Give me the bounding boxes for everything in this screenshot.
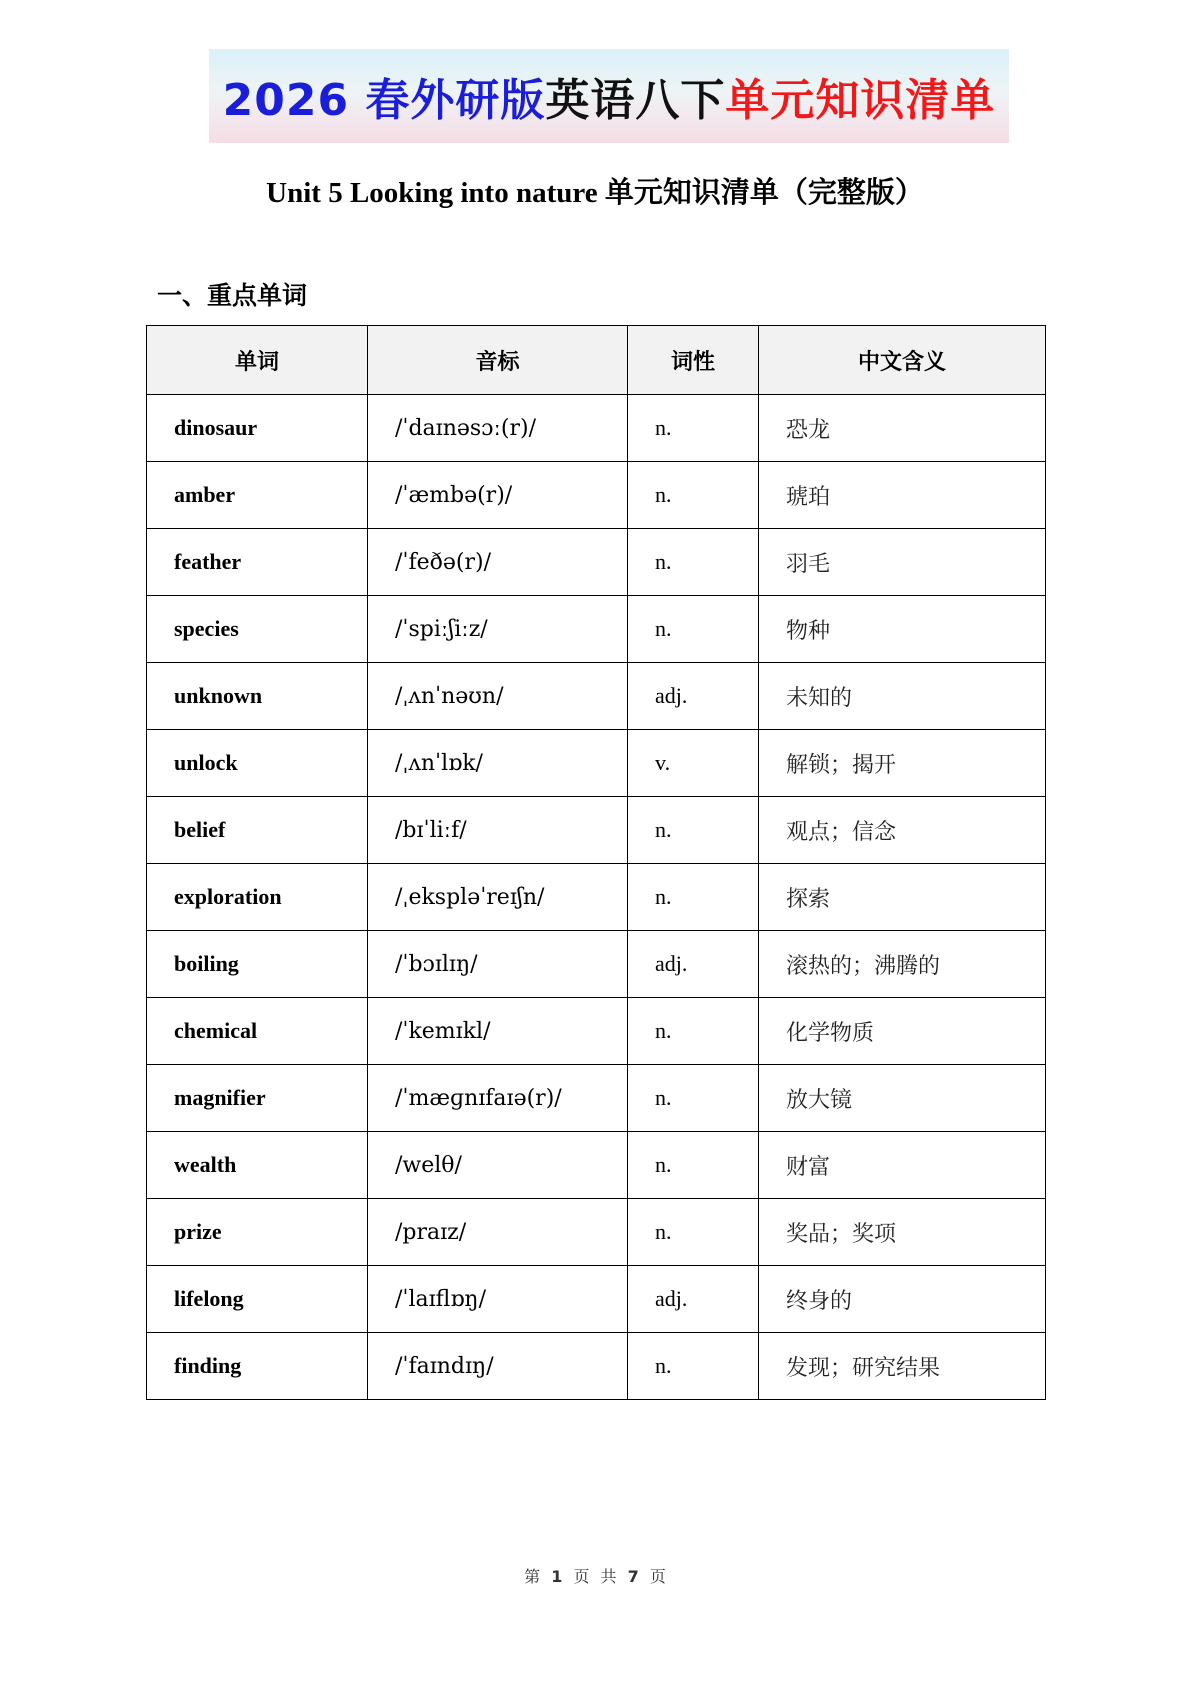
meaning-cell: 未知的 — [759, 663, 1046, 730]
meaning-cell: 滚热的；沸腾的 — [759, 931, 1046, 998]
banner-text-red: 单元知识清单 — [725, 75, 996, 126]
footer-suffix: 页 — [649, 1567, 666, 1586]
meaning-cell: 化学物质 — [759, 998, 1046, 1065]
word-cell: unknown — [147, 663, 368, 730]
header-meaning: 中文含义 — [759, 326, 1046, 395]
pos-cell: n. — [628, 395, 759, 462]
table-row — [147, 730, 1046, 797]
phonetic-cell: /ˈbɔɪlɪŋ/ — [368, 931, 628, 998]
page-footer — [0, 1564, 1190, 1587]
table-row — [147, 663, 1046, 730]
word-cell: prize — [147, 1199, 368, 1266]
meaning-cell: 物种 — [759, 596, 1046, 663]
banner-text — [223, 64, 996, 128]
table-row — [147, 1199, 1046, 1266]
word-cell: exploration — [147, 864, 368, 931]
phonetic-cell: /ˈmæɡnɪfaɪə(r)/ — [368, 1065, 628, 1132]
meaning-cell: 奖品；奖项 — [759, 1199, 1046, 1266]
pos-cell: n. — [628, 797, 759, 864]
pos-cell: n. — [628, 1065, 759, 1132]
section-heading: 一、重点单词 — [157, 281, 308, 310]
phonetic-cell: /bɪˈliːf/ — [368, 797, 628, 864]
meaning-cell: 放大镜 — [759, 1065, 1046, 1132]
word-cell: belief — [147, 797, 368, 864]
pos-cell: n. — [628, 596, 759, 663]
table-row — [147, 529, 1046, 596]
word-cell: dinosaur — [147, 395, 368, 462]
phonetic-cell: /ˈdaɪnəsɔː(r)/ — [368, 395, 628, 462]
word-cell: species — [147, 596, 368, 663]
meaning-cell: 终身的 — [759, 1266, 1046, 1333]
title-banner — [209, 49, 1009, 143]
pos-cell: adj. — [628, 663, 759, 730]
table-row — [147, 931, 1046, 998]
word-cell: feather — [147, 529, 368, 596]
table-row — [147, 395, 1046, 462]
pos-cell: v. — [628, 730, 759, 797]
word-cell: wealth — [147, 1132, 368, 1199]
table-row — [147, 462, 1046, 529]
word-cell: boiling — [147, 931, 368, 998]
header-word: 单词 — [147, 326, 368, 395]
table-row — [147, 998, 1046, 1065]
word-cell: magnifier — [147, 1065, 368, 1132]
meaning-cell: 财富 — [759, 1132, 1046, 1199]
pos-cell: n. — [628, 998, 759, 1065]
footer-middle: 页 共 — [573, 1567, 617, 1586]
pos-cell: adj. — [628, 1266, 759, 1333]
vocabulary-table — [146, 325, 1046, 1400]
phonetic-cell: /ˈspiːʃiːz/ — [368, 596, 628, 663]
table-header-row — [147, 326, 1046, 395]
pos-cell: n. — [628, 1199, 759, 1266]
header-phonetic: 音标 — [368, 326, 628, 395]
phonetic-cell: /praɪz/ — [368, 1199, 628, 1266]
phonetic-cell: /ˈfaɪndɪŋ/ — [368, 1333, 628, 1400]
meaning-cell: 解锁；揭开 — [759, 730, 1046, 797]
phonetic-cell: /ˈæmbə(r)/ — [368, 462, 628, 529]
phonetic-cell: /ˈkemɪkl/ — [368, 998, 628, 1065]
meaning-cell: 羽毛 — [759, 529, 1046, 596]
phonetic-cell: /ˈfeðə(r)/ — [368, 529, 628, 596]
pos-cell: n. — [628, 864, 759, 931]
table-row — [147, 1266, 1046, 1333]
phonetic-cell: /ˈlaɪflɒŋ/ — [368, 1266, 628, 1333]
phonetic-cell: /ˌekspləˈreɪʃn/ — [368, 864, 628, 931]
meaning-cell: 观点；信念 — [759, 797, 1046, 864]
meaning-cell: 恐龙 — [759, 395, 1046, 462]
word-cell: unlock — [147, 730, 368, 797]
pos-cell: adj. — [628, 931, 759, 998]
phonetic-cell: /welθ/ — [368, 1132, 628, 1199]
table-row — [147, 1065, 1046, 1132]
phonetic-cell: /ˌʌnˈnəʊn/ — [368, 663, 628, 730]
banner-text-black: 英语八下 — [545, 75, 726, 126]
footer-total-pages: 7 — [627, 1567, 639, 1586]
footer-page-number: 1 — [551, 1567, 563, 1586]
phonetic-cell: /ˌʌnˈlɒk/ — [368, 730, 628, 797]
word-cell: finding — [147, 1333, 368, 1400]
meaning-cell: 发现；研究结果 — [759, 1333, 1046, 1400]
pos-cell: n. — [628, 462, 759, 529]
word-cell: chemical — [147, 998, 368, 1065]
document-title: Unit 5 Looking into nature 单元知识清单（完整版） — [266, 177, 924, 209]
meaning-cell: 探索 — [759, 864, 1046, 931]
table-row — [147, 596, 1046, 663]
pos-cell: n. — [628, 529, 759, 596]
footer-prefix: 第 — [524, 1567, 541, 1586]
table-row — [147, 797, 1046, 864]
table-row — [147, 864, 1046, 931]
banner-text-blue: 2026 春外研版 — [222, 75, 546, 126]
table-row — [147, 1333, 1046, 1400]
meaning-cell: 琥珀 — [759, 462, 1046, 529]
header-part-of-speech: 词性 — [628, 326, 759, 395]
pos-cell: n. — [628, 1333, 759, 1400]
word-cell: lifelong — [147, 1266, 368, 1333]
word-cell: amber — [147, 462, 368, 529]
table-row — [147, 1132, 1046, 1199]
pos-cell: n. — [628, 1132, 759, 1199]
